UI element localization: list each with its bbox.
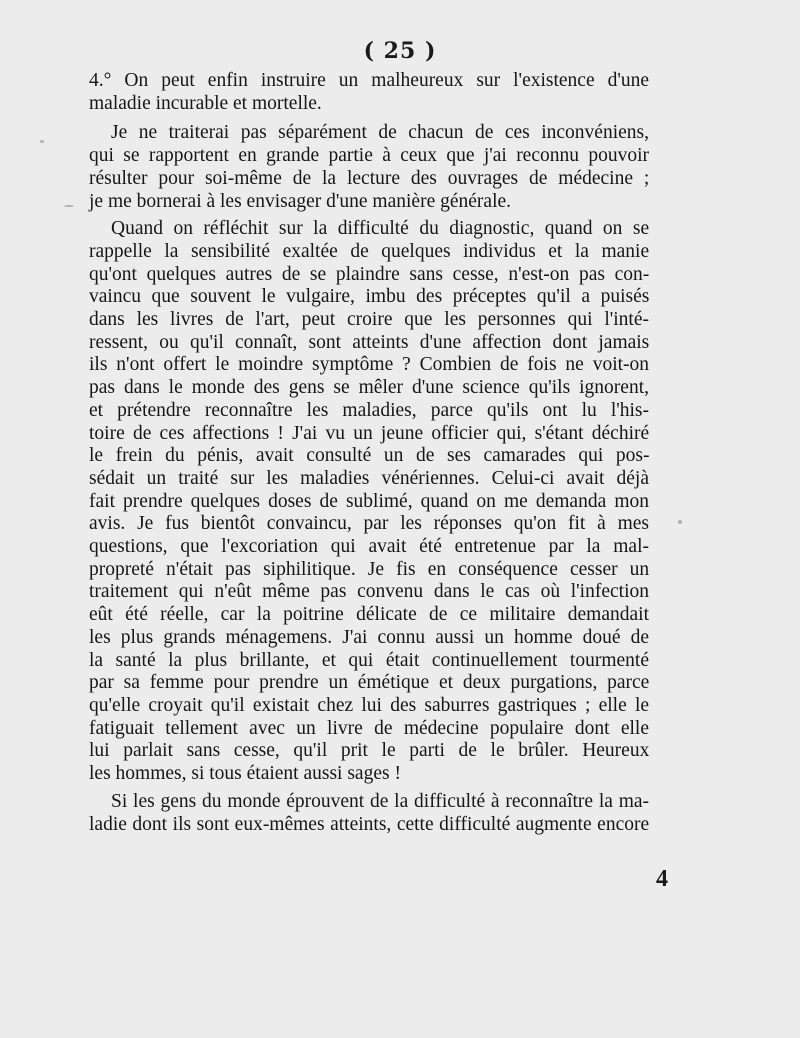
text-line: 4.° On peut enfin instruire un malheureux sur l'existence d'une bbox=[89, 70, 650, 91]
ink-speck bbox=[40, 140, 44, 143]
text-line: Je ne traiterai pas séparément de chacun de ces inconvéniens, bbox=[111, 122, 649, 144]
text-line: ressent, ou qu'il connaît, sont atteints d'une affection dont jamais bbox=[89, 331, 650, 353]
text-line: fait prendre quelques doses de sublimé, quand on me demanda mon bbox=[89, 490, 649, 512]
text-line: résulter pour soi-même de la lecture des ouvrages de médecine ; bbox=[89, 167, 650, 189]
text-line: dans les livres de l'art, peut croire que les personnes qui l'inté- bbox=[89, 309, 649, 331]
text-line: eût été réelle, car la poitrine délicate de ce militaire demandait bbox=[89, 604, 649, 626]
text-line: traitement qui n'eût même pas convenu dans le cas où l'infection bbox=[89, 581, 649, 603]
ink-speck bbox=[64, 205, 74, 207]
body-text bbox=[89, 70, 649, 836]
text-line: Si les gens du monde éprouvent de la difficulté à reconnaître la ma- bbox=[111, 790, 650, 812]
text-line: les plus grands ménagemens. J'ai connu aussi un homme doué de bbox=[89, 626, 649, 648]
paragraph bbox=[89, 70, 649, 115]
text-line: et prétendre reconnaître les maladies, parce qu'ils ont lu l'his- bbox=[89, 399, 650, 421]
paragraph bbox=[89, 218, 649, 786]
text-line: ils n'ont offert le moindre symptôme ? Combien de fois ne voit-on bbox=[89, 354, 650, 376]
text-line: les hommes, si tous étaient aussi sages ! bbox=[89, 763, 401, 785]
text-line: par sa femme pour prendre un émétique et deux purgations, parce bbox=[89, 672, 650, 694]
text-line: fatiguait tellement avec un livre de médecine populaire dont elle bbox=[89, 717, 649, 739]
text-line: maladie incurable et mortelle. bbox=[89, 92, 322, 114]
text-line: lui parlait sans cesse, qu'il prit le parti de le brûler. Heureux bbox=[89, 740, 650, 762]
text-line: ladie dont ils sont eux-mêmes atteints, cette difficulté augmente encore bbox=[89, 813, 650, 835]
paragraph bbox=[89, 122, 649, 213]
text-line: avis. Je fus bientôt convaincu, par les réponses qu'on fit à mes bbox=[89, 513, 649, 535]
signature-mark: 4 bbox=[656, 866, 668, 892]
text-line: la santé la plus brillante, et qui était continuellement tourmenté bbox=[89, 649, 649, 671]
text-line: le frein du pénis, avait consulté un de ses camarades qui pos- bbox=[89, 445, 650, 467]
text-line: qu'elle croyait qu'il existait chez lui des saburres gastriques ; elle le bbox=[89, 694, 650, 716]
text-line: toire de ces affections ! J'ai vu un jeune officier qui, s'étant déchiré bbox=[89, 422, 650, 444]
page-number: ( 25 ) bbox=[363, 38, 437, 64]
text-line: propreté n'était pas siphilitique. Je fis en conséquence cesser un bbox=[89, 558, 650, 580]
text-line: qui se rapportent en grande partie à ceux que j'ai reconnu pouvoir bbox=[89, 145, 649, 167]
text-line: rappelle la sensibilité exaltée de quelques individus et la manie bbox=[89, 240, 650, 262]
text-line: vaincu que souvent le vulgaire, imbu des préceptes qu'il a puisés bbox=[89, 286, 650, 308]
text-line: pas dans le monde des gens se mêler d'une science qu'ils ignorent, bbox=[89, 377, 649, 399]
text-line: sédait un traité sur les maladies vénériennes. Celui-ci avait déjà bbox=[89, 467, 649, 489]
text-line: questions, que l'excoriation qui avait été entretenue par la mal- bbox=[89, 536, 649, 558]
ink-speck bbox=[678, 520, 682, 524]
text-line: Quand on réfléchit sur la difficulté du diagnostic, quand on se bbox=[111, 218, 650, 240]
text-line: qu'ont quelques autres de se plaindre sans cesse, n'est-on pas con- bbox=[89, 263, 650, 285]
paragraph bbox=[89, 791, 649, 836]
text-line: je me bornerai à les envisager d'une manière générale. bbox=[89, 190, 512, 212]
